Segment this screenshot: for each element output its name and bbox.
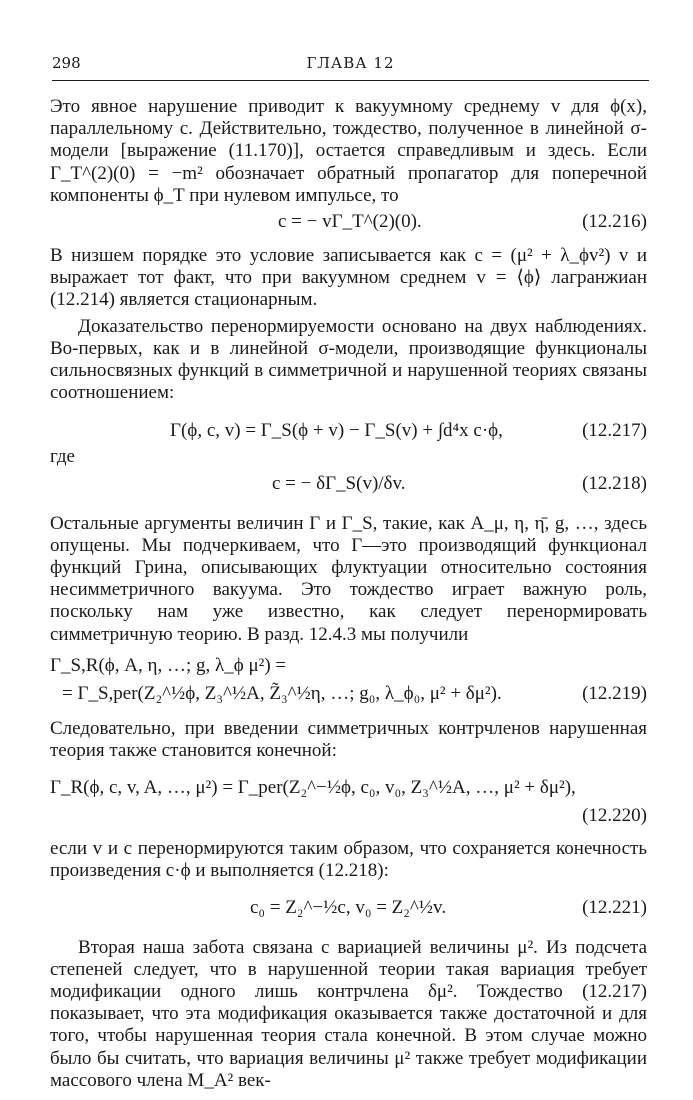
equation-formula: = Γ_S,per(Z₂^½ϕ, Z₃^½A, Z̃₃^½η, …; g₀, λ_ϕ₀, μ² + δμ²). bbox=[62, 682, 502, 704]
equation-number: (12.221) bbox=[582, 896, 647, 918]
equation-formula: c = − δΓ_S(v)/δv. bbox=[272, 472, 406, 494]
paragraph-3: Доказательство перенормируемости основано на двух наблюдениях. Во-первых, как и в линейной σ-модели, производящие функционалы сильносвязных функций в симметричной и нарушенной теориях связаны соотношением: bbox=[50, 315, 647, 404]
equation-12-220-number-line bbox=[50, 802, 647, 830]
equation-12-216 bbox=[50, 207, 647, 237]
page-number: 298 bbox=[52, 54, 81, 72]
chapter-title: ГЛАВА 12 bbox=[306, 54, 395, 72]
equation-formula: Γ_S,R(ϕ, A, η, …; g, λ_ϕ μ²) = bbox=[50, 654, 287, 676]
paragraph-6: если v и c перенормируются таким образом, что сохраняется конечность произведения c·ϕ и выполняется (12.218): bbox=[50, 838, 647, 882]
paragraph-7: Вторая наша забота связана с вариацией величины μ². Из подсчета степеней следует, что в нарушенной теории такая вариация требует модификации одного лишь контрчлена δμ². Тождество (12.217) показывает, что эта модификация оказывается также достаточной и для того, чтобы нарушенная теория стала конечной. В этом случае можно было бы считать, что вариация величины μ² также требует модификации массового члена M_A² век- bbox=[50, 936, 647, 1091]
equation-formula: c = − vΓ_T^(2)(0). bbox=[278, 211, 422, 233]
paragraph-1: Это явное нарушение приводит к вакуумному среднему v для ϕ(x), параллельному c. Действительно, тождество, полученное в линейной σ-модели [выражение (11.170)], остается справедливым и здесь. Если Γ_T^(2)(0) = −m² обозначает обратный пропагатор для поперечной компоненты ϕ_T при нулевом импульсе, то bbox=[50, 96, 647, 206]
equation-12-217 bbox=[50, 416, 647, 446]
equation-formula: c₀ = Z₂^−½c, v₀ = Z₂^½v. bbox=[250, 896, 447, 918]
equation-12-218 bbox=[50, 469, 647, 499]
equation-12-219-line2 bbox=[50, 680, 647, 708]
equation-number: (12.218) bbox=[582, 472, 647, 494]
equation-number: (12.219) bbox=[582, 682, 647, 704]
where-word: где bbox=[50, 446, 75, 468]
equation-number: (12.216) bbox=[582, 211, 647, 233]
equation-number: (12.220) bbox=[582, 805, 647, 827]
equation-12-220 bbox=[50, 774, 647, 802]
equation-formula: Γ(ϕ, c, v) = Γ_S(ϕ + v) − Γ_S(v) + ∫d⁴x c·ϕ, bbox=[170, 420, 503, 442]
paragraph-2: В низшем порядке это условие записывается как c = (μ² + λ_ϕv²) v и выражает тот факт, что при вакуумном среднем v = ⟨ϕ⟩ лагранжиан (12.214) является стационарным. bbox=[50, 245, 647, 311]
header-rule bbox=[52, 80, 649, 81]
equation-number: (12.217) bbox=[582, 420, 647, 442]
running-header bbox=[52, 54, 649, 78]
paragraph-4: Остальные аргументы величин Γ и Γ_S, такие, как A_μ, η, η̄, g, …, здесь опущены. Мы подчеркиваем, что Γ—это производящий функционал функций Грина, описывающих флуктуации относительно состояния несимметричного вакуума. Это тождество играет важную роль, поскольку нам уже известно, как следует перенормировать симметричную теорию. В разд. 12.4.3 мы получили bbox=[50, 512, 647, 645]
equation-formula: Γ_R(ϕ, c, v, A, …, μ²) = Γ_per(Z₂^−½ϕ, c₀, v₀, Z₃^½A, …, μ² + δμ²), bbox=[50, 777, 576, 799]
equation-12-219-line1 bbox=[50, 652, 647, 680]
paragraph-5: Следовательно, при введении симметричных контрчленов нарушенная теория также становится конечной: bbox=[50, 717, 647, 762]
page-body bbox=[50, 96, 647, 1092]
equation-12-221 bbox=[50, 893, 647, 923]
